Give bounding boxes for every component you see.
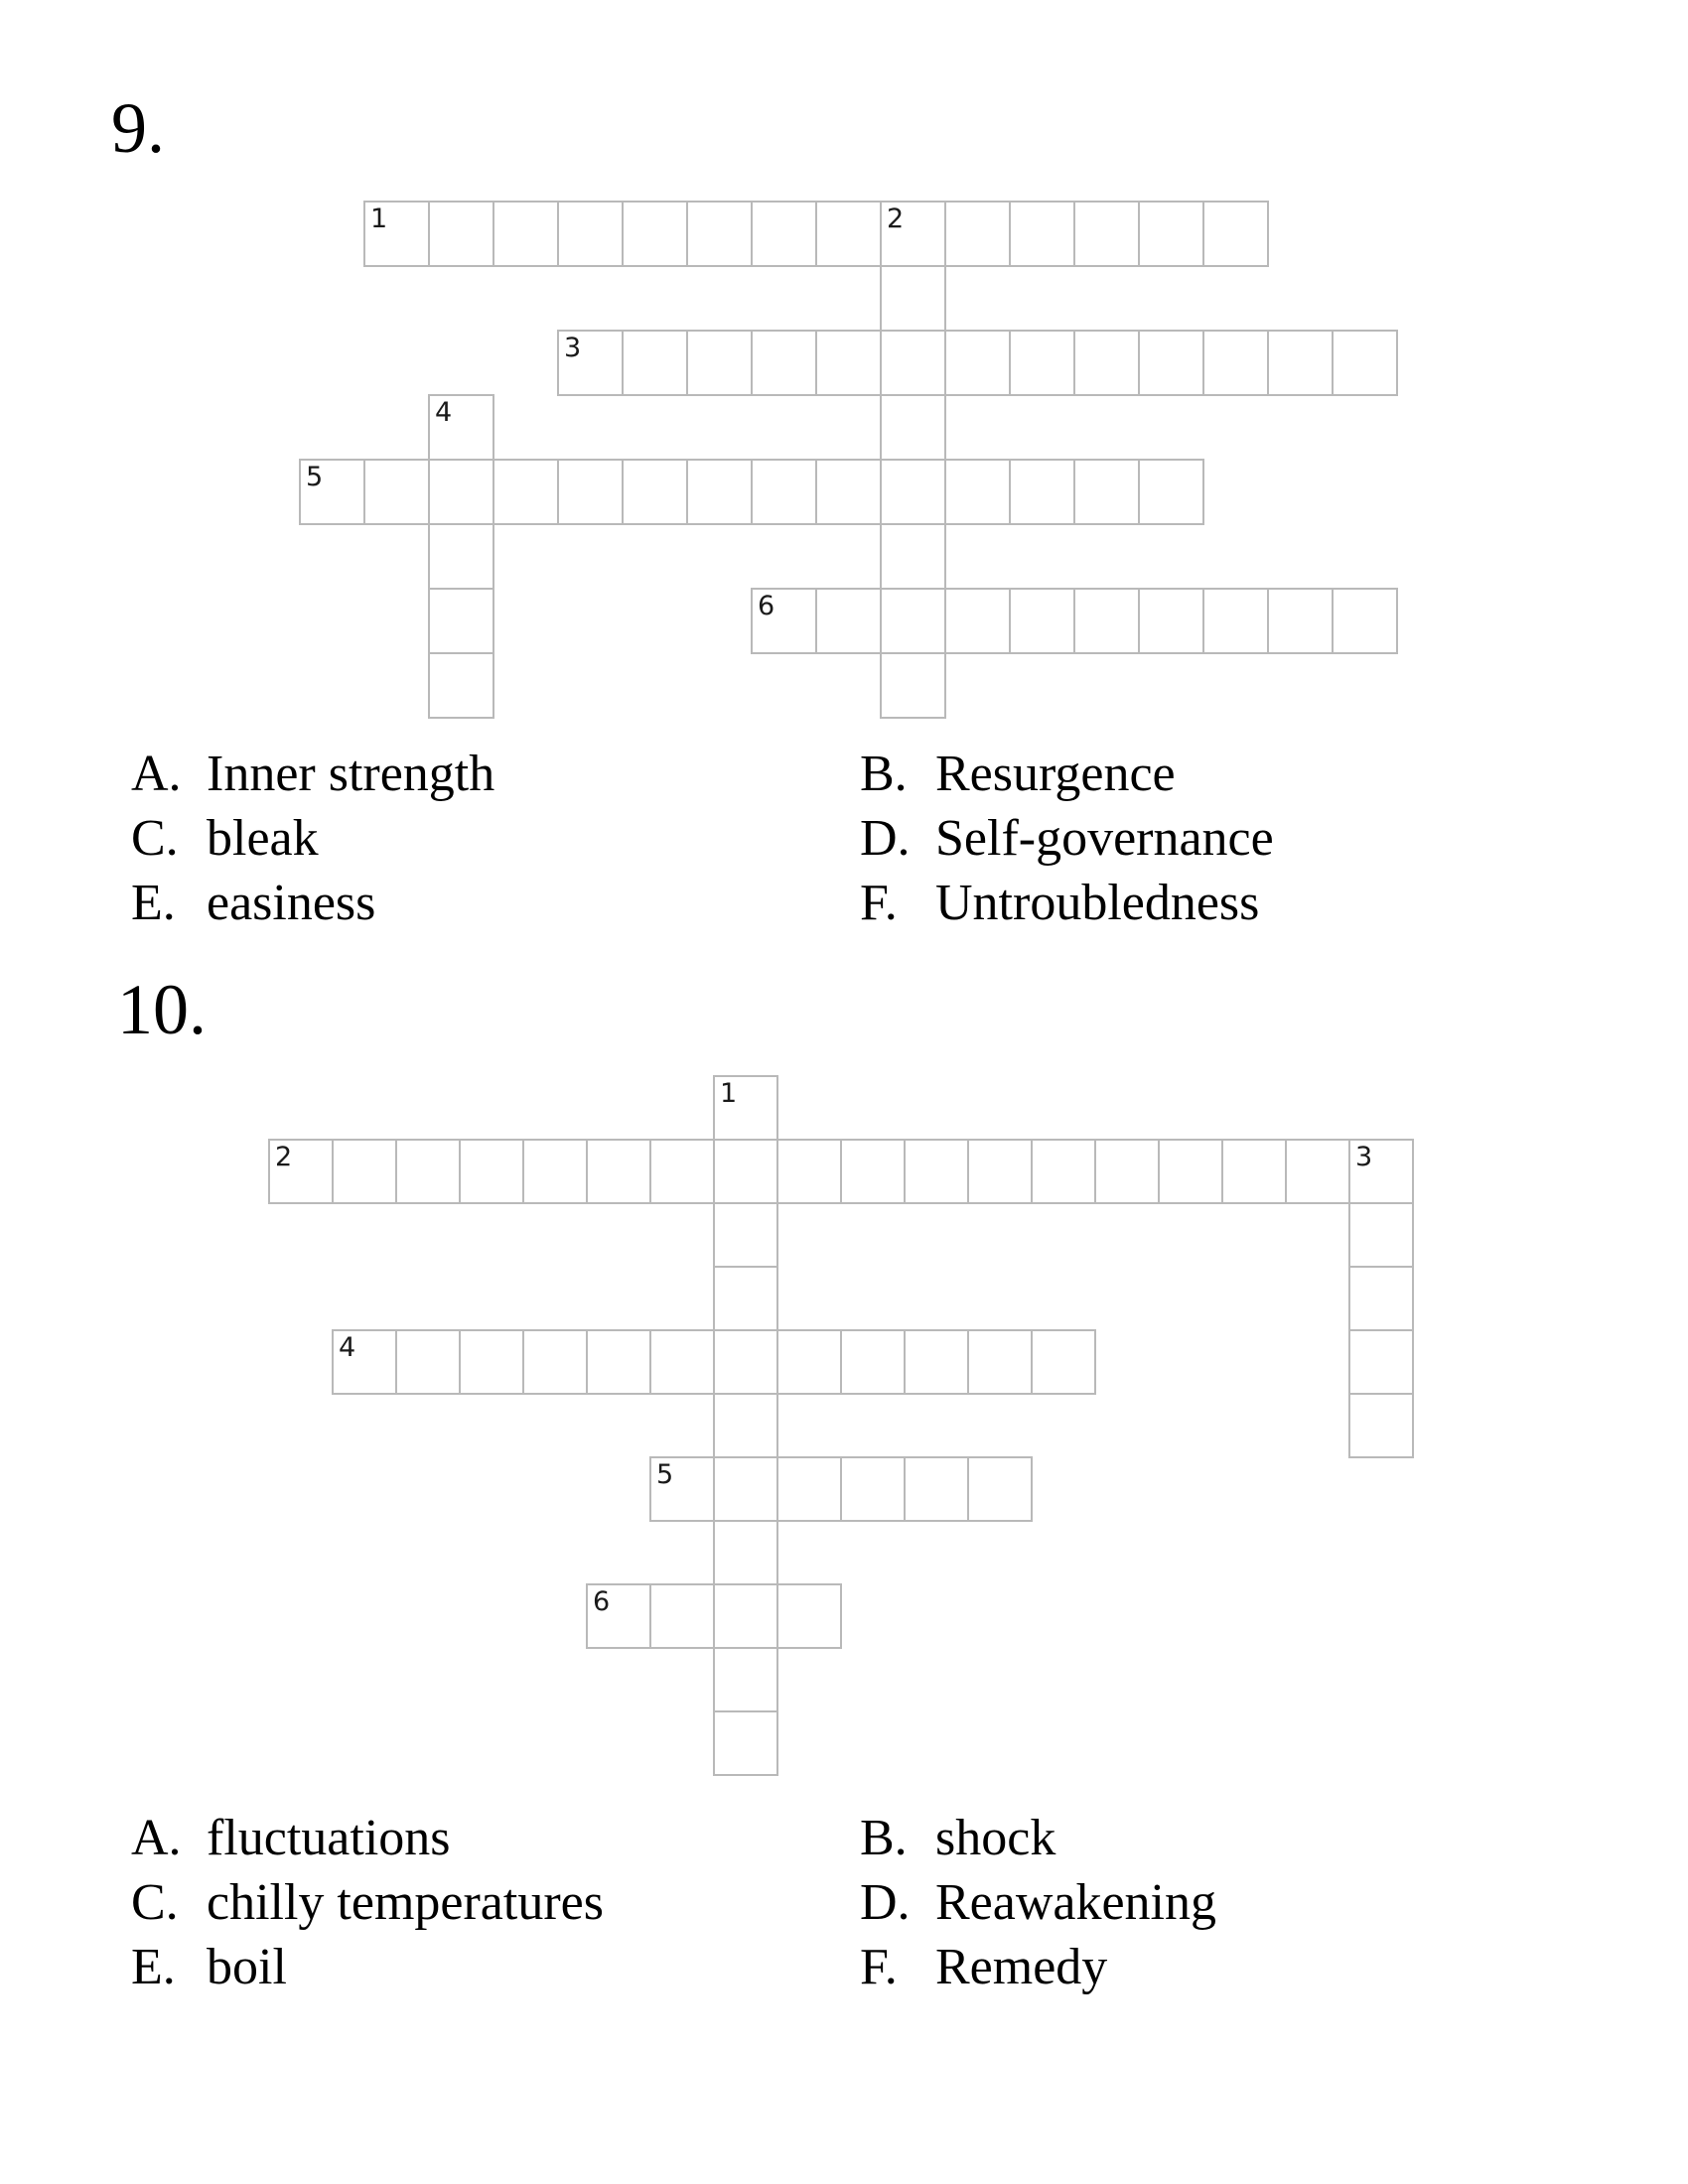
crossword-cell [880, 523, 946, 590]
crossword-cell [713, 1393, 778, 1458]
crossword-cell [622, 459, 688, 525]
answer-option [131, 1935, 860, 1999]
option-letter: A. [131, 746, 182, 802]
crossword-cell [395, 1329, 461, 1395]
crossword-cell [586, 1329, 651, 1395]
crossword-grid-9 [299, 201, 1398, 719]
crossword-cell [492, 459, 559, 525]
crossword-cell [880, 394, 946, 461]
crossword-cell [557, 201, 624, 267]
crossword-cell [1138, 201, 1204, 267]
option-letter: D. [860, 810, 911, 867]
crossword-cell [686, 459, 753, 525]
crossword-cell [557, 459, 624, 525]
crossword-cell [944, 459, 1011, 525]
crossword-cell [649, 1329, 715, 1395]
option-text: bleak [207, 810, 319, 867]
cell-number: 1 [720, 1078, 738, 1109]
crossword-cell [776, 1329, 842, 1395]
cell-number: 3 [1355, 1142, 1373, 1172]
question-number-10: 10. [117, 970, 207, 1049]
crossword-cell [622, 201, 688, 267]
crossword-cell [713, 1266, 778, 1331]
crossword-cell [1094, 1139, 1160, 1204]
option-text: Reawakening [935, 1874, 1217, 1931]
crossword-cell [776, 1583, 842, 1649]
option-letter: C. [131, 810, 179, 867]
crossword-cell [1202, 588, 1269, 654]
answer-option [860, 742, 1274, 806]
option-text: Untroubledness [935, 875, 1260, 931]
crossword-cell [1221, 1139, 1287, 1204]
cell-number: 1 [370, 204, 388, 234]
crossword-cell [880, 459, 946, 525]
crossword-cell [904, 1139, 969, 1204]
option-letter: F. [860, 875, 898, 931]
answer-option [131, 806, 860, 871]
answer-option [860, 806, 1274, 871]
crossword-cell [428, 201, 494, 267]
crossword-cell [776, 1456, 842, 1522]
crossword-cell [1031, 1139, 1096, 1204]
crossword-cell [840, 1139, 906, 1204]
crossword-cell [713, 1329, 778, 1395]
crossword-cell [1138, 330, 1204, 396]
crossword-cell [1073, 459, 1140, 525]
cell-number: 4 [435, 397, 453, 428]
crossword-cell [967, 1329, 1033, 1395]
crossword-cell [776, 1139, 842, 1204]
crossword-cell [428, 652, 494, 719]
crossword-cell [428, 459, 494, 525]
option-text: shock [935, 1810, 1056, 1866]
crossword-cell [713, 1583, 778, 1649]
crossword-cell [1285, 1139, 1350, 1204]
crossword-cell [649, 1139, 715, 1204]
crossword-cell [1202, 330, 1269, 396]
cell-number: 3 [564, 333, 582, 363]
answer-option [860, 1935, 1216, 1999]
crossword-cell [1009, 330, 1075, 396]
crossword-cell [840, 1329, 906, 1395]
crossword-cell [1332, 588, 1398, 654]
option-letter: E. [131, 1939, 176, 1995]
option-letter: E. [131, 875, 176, 931]
option-letter: F. [860, 1939, 898, 1995]
crossword-cell [815, 588, 882, 654]
crossword-cell [967, 1139, 1033, 1204]
crossword-cell [904, 1329, 969, 1395]
crossword-cell [1348, 1202, 1414, 1268]
crossword-cell [880, 652, 946, 719]
option-text: Self-governance [935, 810, 1274, 867]
answer-option [860, 1806, 1216, 1870]
answer-option [860, 871, 1274, 935]
crossword-cell [713, 1710, 778, 1776]
crossword-cell [713, 1139, 778, 1204]
option-text: Resurgence [935, 746, 1176, 802]
crossword-cell [586, 1139, 651, 1204]
crossword-cell [880, 588, 946, 654]
crossword-cell [1202, 201, 1269, 267]
crossword-cell [1009, 588, 1075, 654]
option-letter: A. [131, 1810, 182, 1866]
crossword-cell [944, 588, 1011, 654]
option-text: Inner strength [207, 746, 495, 802]
crossword-cell [751, 459, 817, 525]
option-text: Remedy [935, 1939, 1108, 1995]
crossword-cell [751, 201, 817, 267]
crossword-cell [1073, 201, 1140, 267]
crossword-cell [1267, 588, 1334, 654]
crossword-cell [1073, 588, 1140, 654]
cell-number: 2 [275, 1142, 293, 1172]
option-text: boil [207, 1939, 287, 1995]
crossword-cell [944, 330, 1011, 396]
option-letter: C. [131, 1874, 179, 1931]
crossword-cell [1348, 1266, 1414, 1331]
crossword-cell [1332, 330, 1398, 396]
question-number-9: 9. [111, 88, 165, 168]
crossword-cell [686, 201, 753, 267]
crossword-cell [815, 201, 882, 267]
answer-option [860, 1870, 1216, 1935]
crossword-cell [649, 1583, 715, 1649]
crossword-cell [1138, 588, 1204, 654]
crossword-cell [522, 1329, 588, 1395]
crossword-cell [751, 330, 817, 396]
option-letter: B. [860, 746, 908, 802]
crossword-cell [428, 588, 494, 654]
cell-number: 6 [593, 1586, 611, 1617]
answer-option [131, 871, 860, 935]
crossword-cell [713, 1202, 778, 1268]
cell-number: 5 [306, 462, 324, 492]
crossword-cell [904, 1456, 969, 1522]
crossword-cell [1348, 1393, 1414, 1458]
crossword-cell [880, 330, 946, 396]
crossword-cell [1009, 459, 1075, 525]
crossword-cell [944, 201, 1011, 267]
answer-option [131, 1806, 860, 1870]
crossword-grid-10 [268, 1075, 1414, 1776]
crossword-cell [1009, 201, 1075, 267]
option-text: fluctuations [207, 1810, 451, 1866]
option-text: chilly temperatures [207, 1874, 604, 1931]
crossword-cell [1138, 459, 1204, 525]
crossword-cell [1158, 1139, 1223, 1204]
option-text: easiness [207, 875, 376, 931]
cell-number: 6 [758, 591, 775, 621]
crossword-cell [713, 1647, 778, 1712]
cell-number: 5 [656, 1459, 674, 1490]
crossword-cell [522, 1139, 588, 1204]
crossword-cell [1267, 330, 1334, 396]
crossword-cell [880, 265, 946, 332]
crossword-cell [1348, 1329, 1414, 1395]
crossword-cell [459, 1329, 524, 1395]
crossword-cell [492, 201, 559, 267]
crossword-cell [815, 330, 882, 396]
cell-number: 2 [887, 204, 905, 234]
answer-option [131, 742, 860, 806]
crossword-cell [713, 1520, 778, 1585]
crossword-cell [686, 330, 753, 396]
answer-options-9 [131, 742, 1274, 935]
crossword-cell [840, 1456, 906, 1522]
crossword-cell [459, 1139, 524, 1204]
crossword-cell [815, 459, 882, 525]
crossword-cell [332, 1139, 397, 1204]
crossword-cell [1073, 330, 1140, 396]
crossword-cell [967, 1456, 1033, 1522]
crossword-cell [713, 1456, 778, 1522]
crossword-cell [1031, 1329, 1096, 1395]
crossword-cell [428, 523, 494, 590]
crossword-cell [395, 1139, 461, 1204]
answer-options-10 [131, 1806, 1216, 1999]
option-letter: D. [860, 1874, 911, 1931]
option-letter: B. [860, 1810, 908, 1866]
crossword-cell [622, 330, 688, 396]
crossword-cell [363, 459, 430, 525]
answer-option [131, 1870, 860, 1935]
cell-number: 4 [339, 1332, 356, 1363]
